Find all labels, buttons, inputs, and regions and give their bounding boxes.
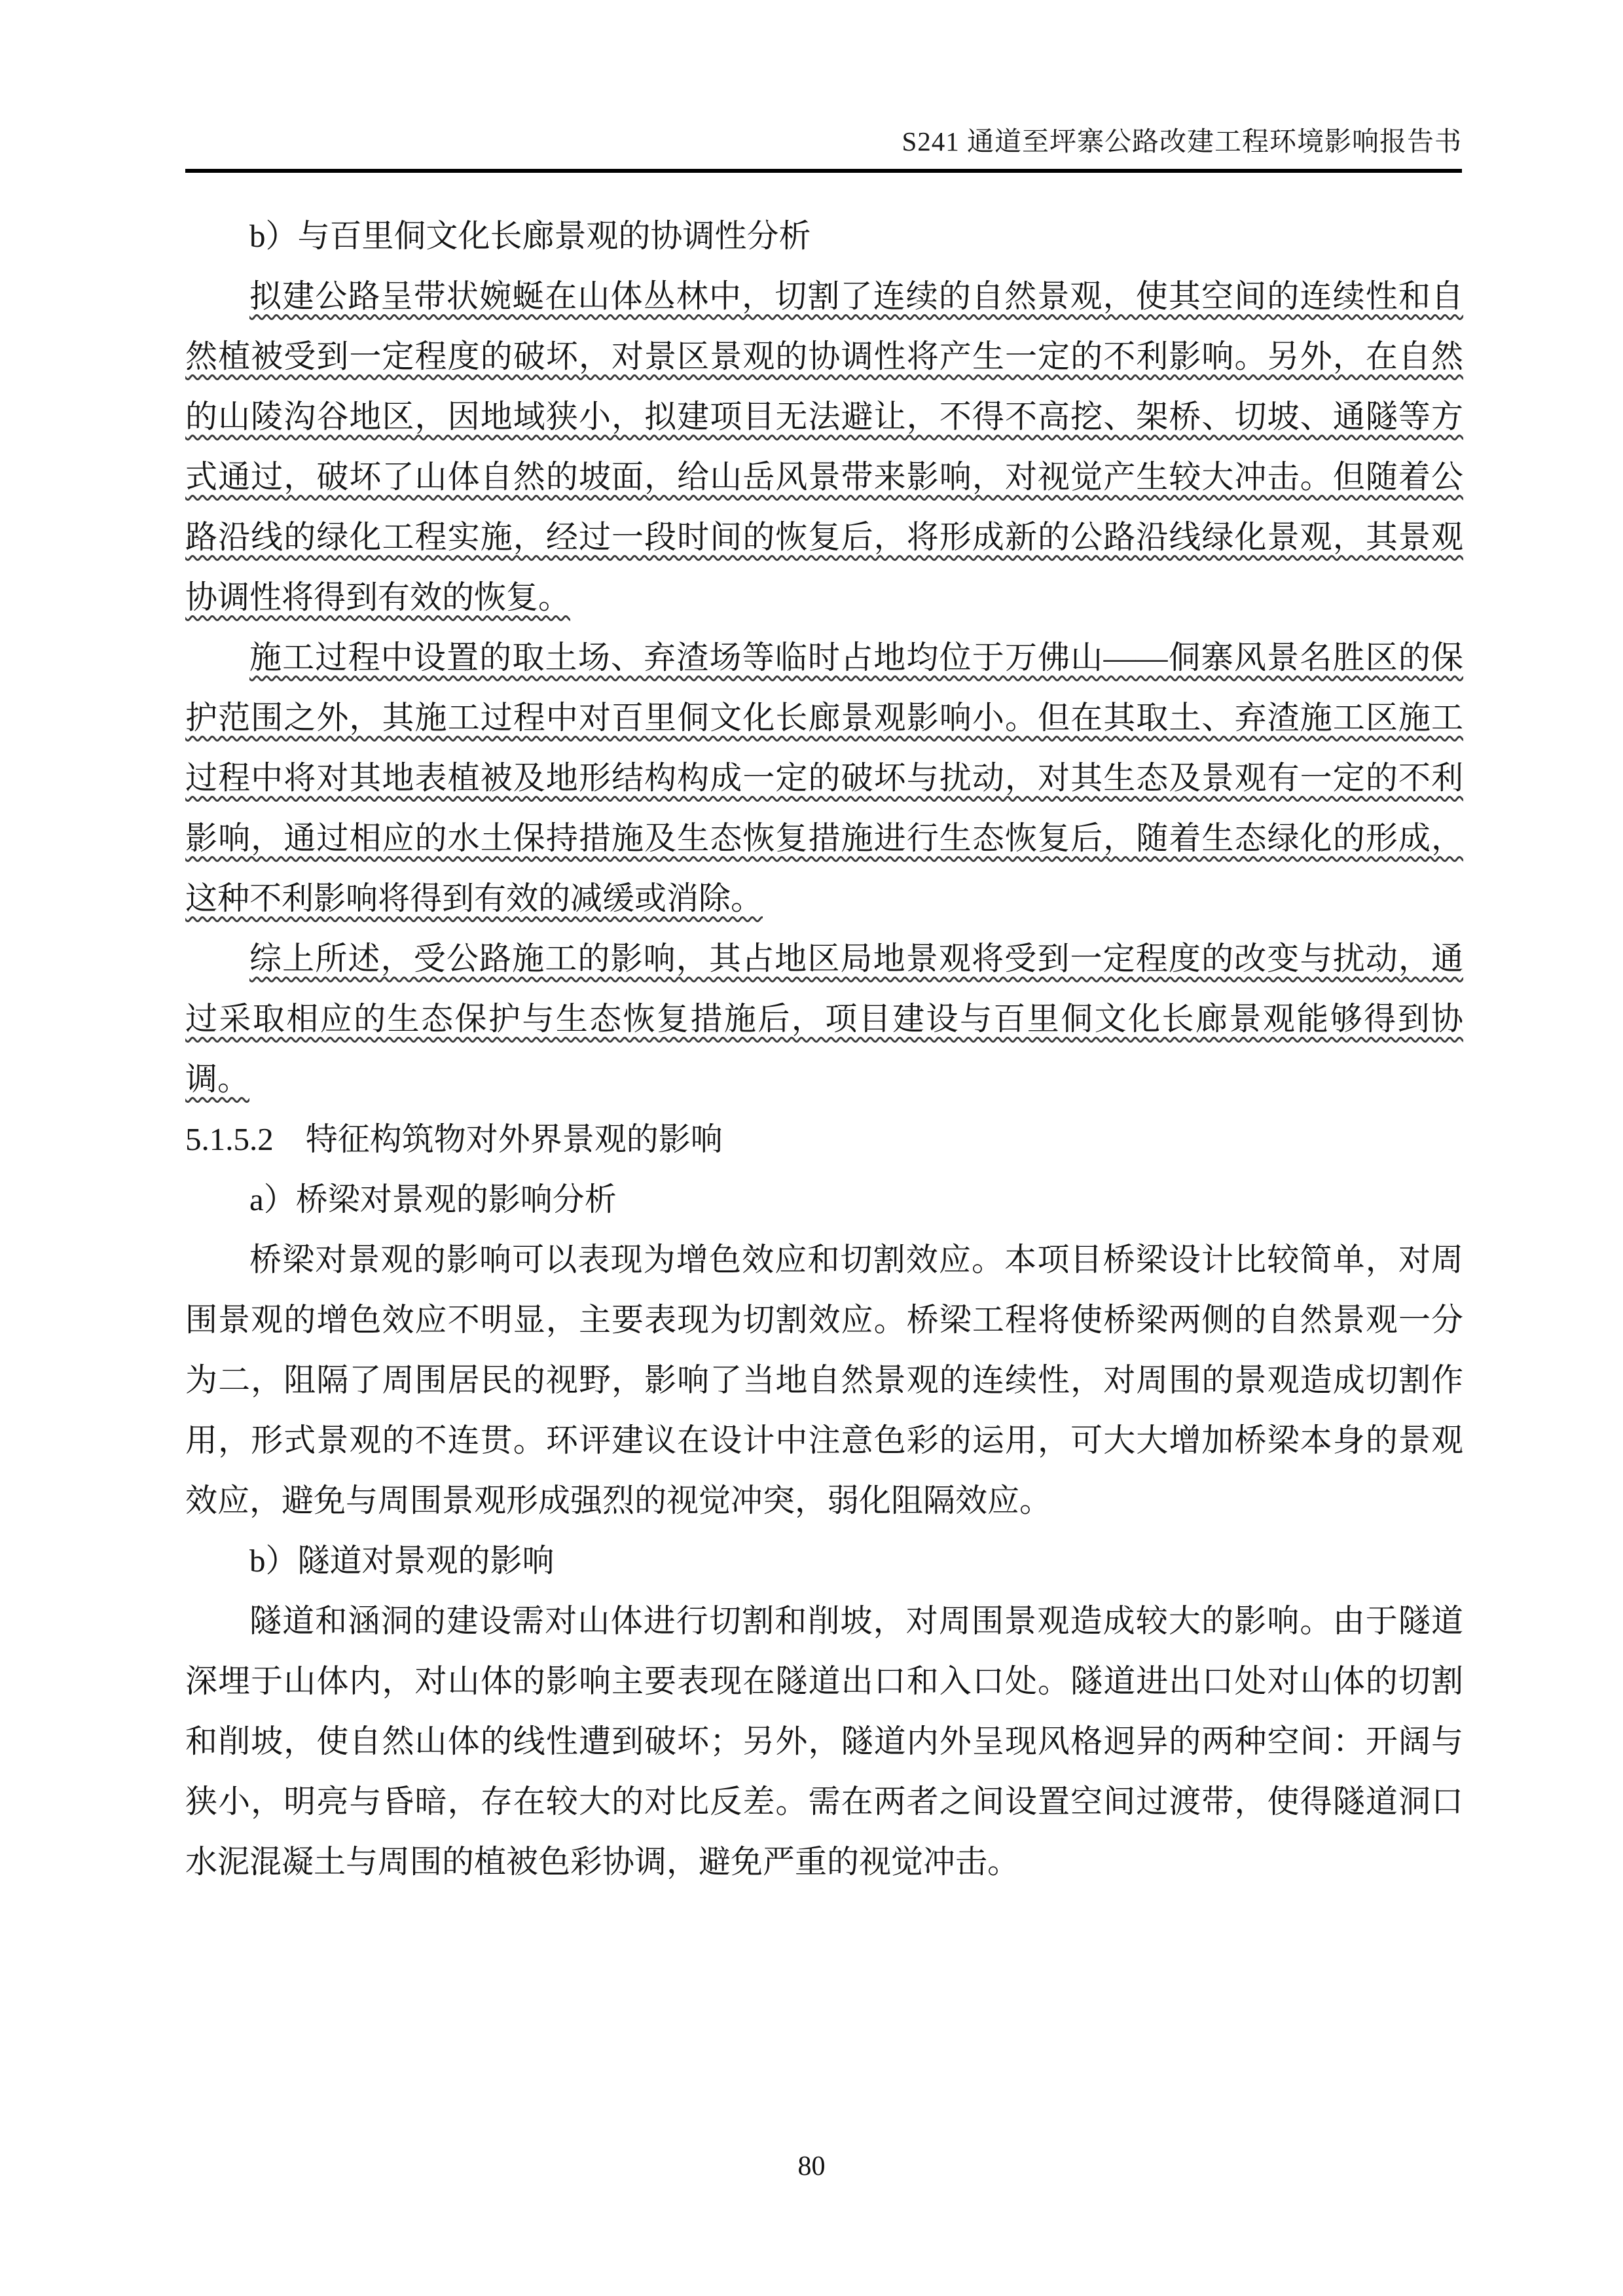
subsection-heading-coordination: b）与百里侗文化长廊景观的协调性分析	[249, 218, 811, 254]
paragraph-tunnel-impact: 隧道和涵洞的建设需对山体进行切割和削坡，对周围景观造成较大的影响。由于隧道深埋于山体内，对山体的影响主要表现在隧道出口和入口处。隧道进出口处对山体的切割和削坡，使自然山体的线性遭到破坏；另外，隧道内外呈现风格迥异的两种空间：开阔与狭小，明亮与昏暗，存在较大的对比反差。需在两者之间设置空间过渡带，使得隧道洞口水泥混凝土与周围的植被色彩协调，避免严重的视觉冲击。	[185, 1603, 1463, 1880]
subsection-heading-tunnel: b）隧道对景观的影响	[249, 1543, 555, 1579]
paragraph-bridge-impact: 桥梁对景观的影响可以表现为增色效应和切割效应。本项目桥梁设计比较简单，对周围景观的增色效应不明显，主要表现为切割效应。桥梁工程将使桥梁两侧的自然景观一分为二，阻隔了周围居民的视野，影响了当地自然景观的连续性，对周围的景观造成切割作用，形式景观的不连贯。环评建议在设计中注意色彩的运用，可大大增加桥梁本身的景观效应，避免与周围景观形成强烈的视觉冲突，弱化阻隔效应。	[185, 1242, 1463, 1518]
header-rule	[185, 169, 1462, 173]
document-body	[185, 206, 1463, 1892]
subsection-heading-bridge: a）桥梁对景观的影响分析	[249, 1181, 617, 1217]
running-header-title: S241 通道至坪寨公路改建工程环境影响报告书	[902, 126, 1462, 156]
paragraph-coordination-analysis-2: 施工过程中设置的取土场、弃渣场等临时占地均位于万佛山——侗寨风景名胜区的保护范围之外，其施工过程中对百里侗文化长廊景观影响小。但在其取土、弃渣施工区施工过程中将对其地表植被及地形结构构成一定的破坏与扰动，对其生态及景观有一定的不利影响，通过相应的水土保持措施及生态恢复措施进行生态恢复后，随着生态绿化的形成，这种不利影响将得到有效的减缓或消除。	[185, 639, 1463, 916]
page-number: 80	[797, 2151, 826, 2181]
paragraph-summary: 综上所述，受公路施工的影响，其占地区局地景观将受到一定程度的改变与扰动，通过采取相应的生态保护与生态恢复措施后，项目建设与百里侗文化长廊景观能够得到协调。	[185, 941, 1463, 1097]
section-heading-5-1-5-2: 5.1.5.2 特征构筑物对外界景观的影响	[185, 1121, 723, 1157]
paragraph-coordination-analysis-1: 拟建公路呈带状婉蜒在山体丛林中，切割了连续的自然景观，使其空间的连续性和自然植被受到一定程度的破坏，对景区景观的协调性将产生一定的不利影响。另外，在自然的山陵沟谷地区，因地域狭小，拟建项目无法避让，不得不高挖、架桥、切坡、通隧等方式通过，破坏了山体自然的坡面，给山岳风景带来影响，对视觉产生较大冲击。但随着公路沿线的绿化工程实施，经过一段时间的恢复后，将形成新的公路沿线绿化景观，其景观协调性将得到有效的恢复。	[185, 278, 1463, 615]
